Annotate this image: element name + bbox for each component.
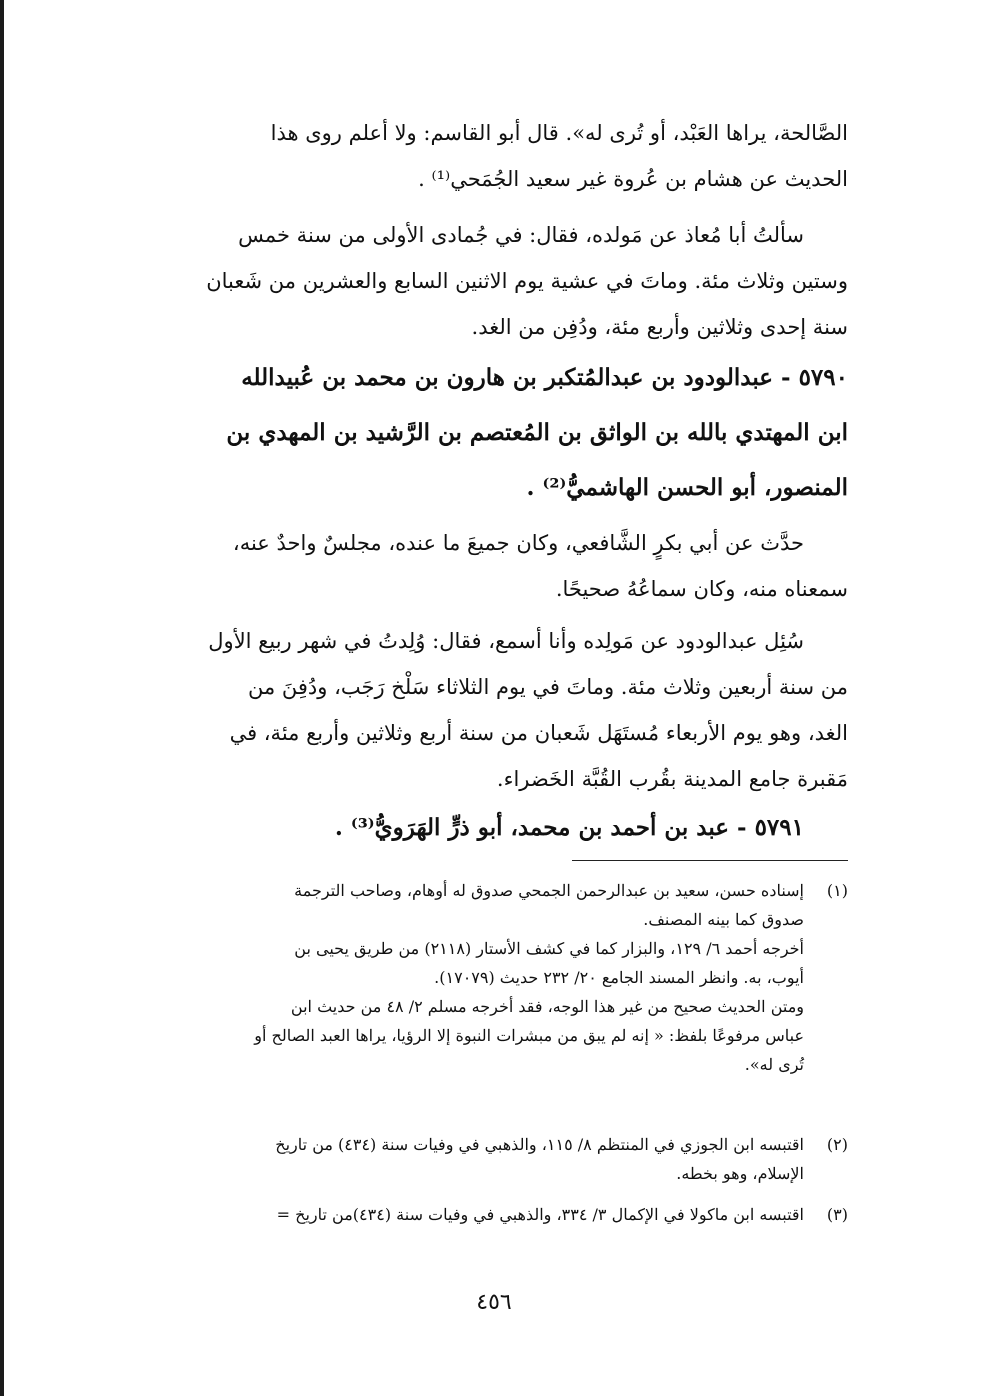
text-line: الحديث عن هشام بن عُروة غير سعيد الجُمَحي⁽¹⁾ . xyxy=(418,167,848,191)
paragraph-1 xyxy=(140,110,848,202)
text-line: حدَّث عن أبي بكرٍ الشَّافعي، وكان جميعَ ما عنده، مجلسٌ واحدٌ عنه، xyxy=(232,531,804,555)
text-line: مَقبرة جامع المدينة بقُرب القُبَّة الخَضراء. xyxy=(496,767,848,791)
scan-edge-shadow xyxy=(0,0,4,1396)
footnote-number: (١) xyxy=(826,881,848,900)
footnote-2 xyxy=(140,1130,848,1188)
footnote-1 xyxy=(140,876,848,1079)
text-line: الصَّالحة، يراها العَبْد، أو تُرى له». قال أبو القاسم: ولا أعلم روى هذا xyxy=(270,121,848,145)
heading-line: المنصور، أبو الحسن الهاشميُّ⁽²⁾ . xyxy=(526,474,848,501)
footnote-separator xyxy=(572,860,848,861)
text-line: سمعناه منه، وكان سماعُهُ صحيحًا. xyxy=(555,577,848,601)
text-line: سُئِل عبدالودود عن مَولِده وأنا أسمع، فقال: وُلِدتُ في شهر ربيع الأول xyxy=(208,629,804,653)
paragraph-4 xyxy=(140,618,848,802)
footnote-text: اقتبسه ابن الجوزي في المنتظم ٨/ ١١٥، والذهبي في وفيات سنة (٤٣٤) من تاريخ xyxy=(275,1135,804,1154)
text-line: وستين وثلاث مئة. وماتَ في عشية يوم الاثنين السابع والعشرين من شَعبان xyxy=(206,269,848,293)
footnote-text: عباس مرفوعًا بلفظ: « إنه لم يبق من مبشرات النبوة إلا الرؤيا، يراها العبد الصالح أو xyxy=(254,1026,804,1045)
footnote-text: اقتبسه ابن ماكولا في الإكمال ٣/ ٣٣٤، والذهبي في وفيات سنة (٤٣٤)من تاريخ = xyxy=(276,1205,804,1224)
footnote-text: الإسلام، وهو بخطه. xyxy=(676,1164,804,1183)
heading-line: ٥٧٩١ - عبد بن أحمد بن محمد، أبو ذرٍّ الهَرَويُّ⁽³⁾ . xyxy=(334,814,804,841)
paragraph-3 xyxy=(140,520,848,612)
footnote-text: أخرجه أحمد ٦/ ١٢٩، والبزار كما في كشف الأستار (٢١١٨) من طريق يحيى بن xyxy=(294,939,804,958)
text-line: سنة إحدى وثلاثين وأربع مئة، ودُفِن من الغد. xyxy=(471,315,848,339)
heading-line: ابن المهتدي بالله بن الواثق بن المُعتصم بن الرَّشيد بن المهدي بن xyxy=(226,419,848,446)
footnote-text: صدوق كما بينه المصنف. xyxy=(643,910,804,929)
text-line: الغد، وهو يوم الأربعاء مُستَهَل شَعبان من سنة أربع وثلاثين وأربع مئة، في xyxy=(229,721,848,745)
entry-5791-heading xyxy=(140,800,848,855)
footnote-text: أيوب، به. وانظر المسند الجامع ٢٠/ ٢٣٢ حديث (١٧٠٧٩). xyxy=(434,968,804,987)
footnote-number: (٣) xyxy=(826,1205,848,1224)
page-number: ٤٥٦ xyxy=(476,1290,512,1315)
text-line: من سنة أربعين وثلاث مئة. وماتَ في يوم الثلاثاء سَلْخ رَجَب، ودُفِنَ من xyxy=(248,675,848,699)
text-line: سألتُ أبا مُعاذ عن مَولده، فقال: في جُمادى الأولى من سنة خمس xyxy=(238,223,804,247)
paragraph-2 xyxy=(140,212,848,350)
heading-line: ٥٧٩٠ - عبدالودود بن عبدالمُتكبر بن هارون بن محمد بن عُبيدالله xyxy=(241,364,848,391)
footnote-number: (٢) xyxy=(826,1135,848,1154)
footnote-text: تُرى له». xyxy=(744,1055,804,1074)
entry-5790-heading xyxy=(140,350,848,515)
footnote-3 xyxy=(140,1200,848,1229)
footnote-text: ومتن الحديث صحيح من غير هذا الوجه، فقد أخرجه مسلم ٢/ ٤٨ من حديث ابن xyxy=(290,997,804,1016)
footnote-text: إسناده حسن، سعيد بن عبدالرحمن الجمحي صدوق له أوهام، وصاحب الترجمة xyxy=(294,881,804,900)
